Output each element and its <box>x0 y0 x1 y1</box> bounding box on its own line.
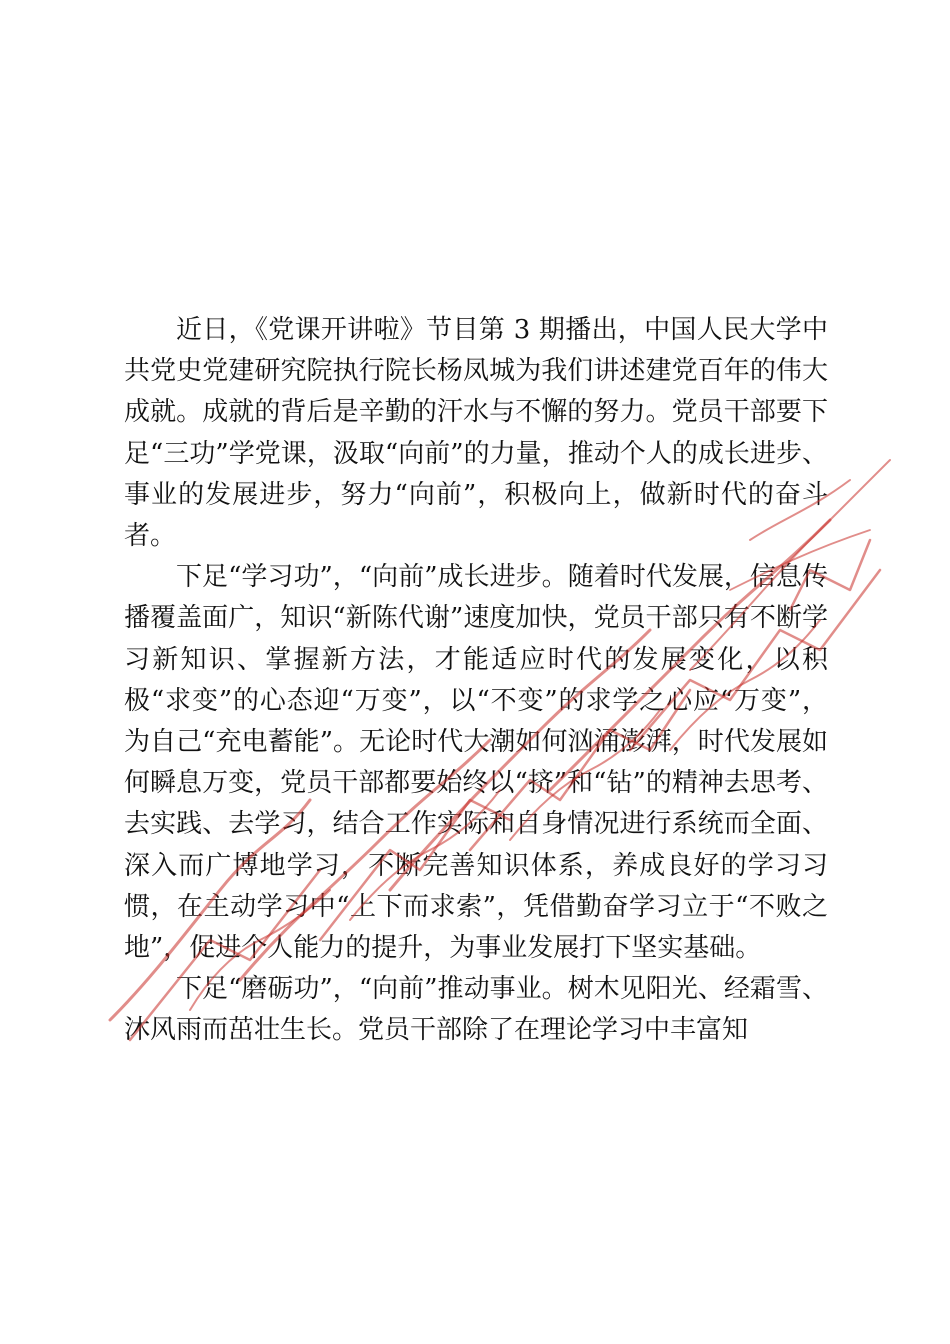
paragraph-2: 下足“学习功”，“向前”成长进步。随着时代发展，信息传播覆盖面广，知识“新陈代谢”速度加快，党员干部只有不断学习新知识、掌握新方法，才能适应时代的发展变化，以积极“求变”的心态迎“万变”，以“不变”的求学之心应“万变”，为自己“充电蓄能”。无论时代大潮如何汹涌澎湃，时代发展如何瞬息万变，党员干部都要始终以“挤”和“钻”的精神去思考、去实践、去学习，结合工作实际和自身情况进行系统而全面、深入而广博地学习，不断完善知识体系，养成良好的学习习惯，在主动学习中“上下而求索”，凭借勤奋学习立于“不败之地”，促进个人能力的提升，为事业发展打下坚实基础。 <box>124 562 828 964</box>
paragraph-3: 下足“磨砺功”，“向前”推动事业。树木见阳光、经霜雪、沐风雨而茁壮生长。党员干部除了在理论学习中丰富知 <box>124 974 828 1046</box>
document-body <box>124 310 828 1052</box>
paragraph-1: 近日，《党课开讲啦》节目第 3 期播出，中国人民大学中共党史党建研究院执行院长杨凤城为我们讲述建党百年的伟大成就。成就的背后是辛勤的汗水与不懈的努力。党员干部要下足“三功”学党课，汲取“向前”的力量，推动个人的成长进步、事业的发展进步，努力“向前”，积极向上，做新时代的奋斗者。 <box>124 315 828 552</box>
